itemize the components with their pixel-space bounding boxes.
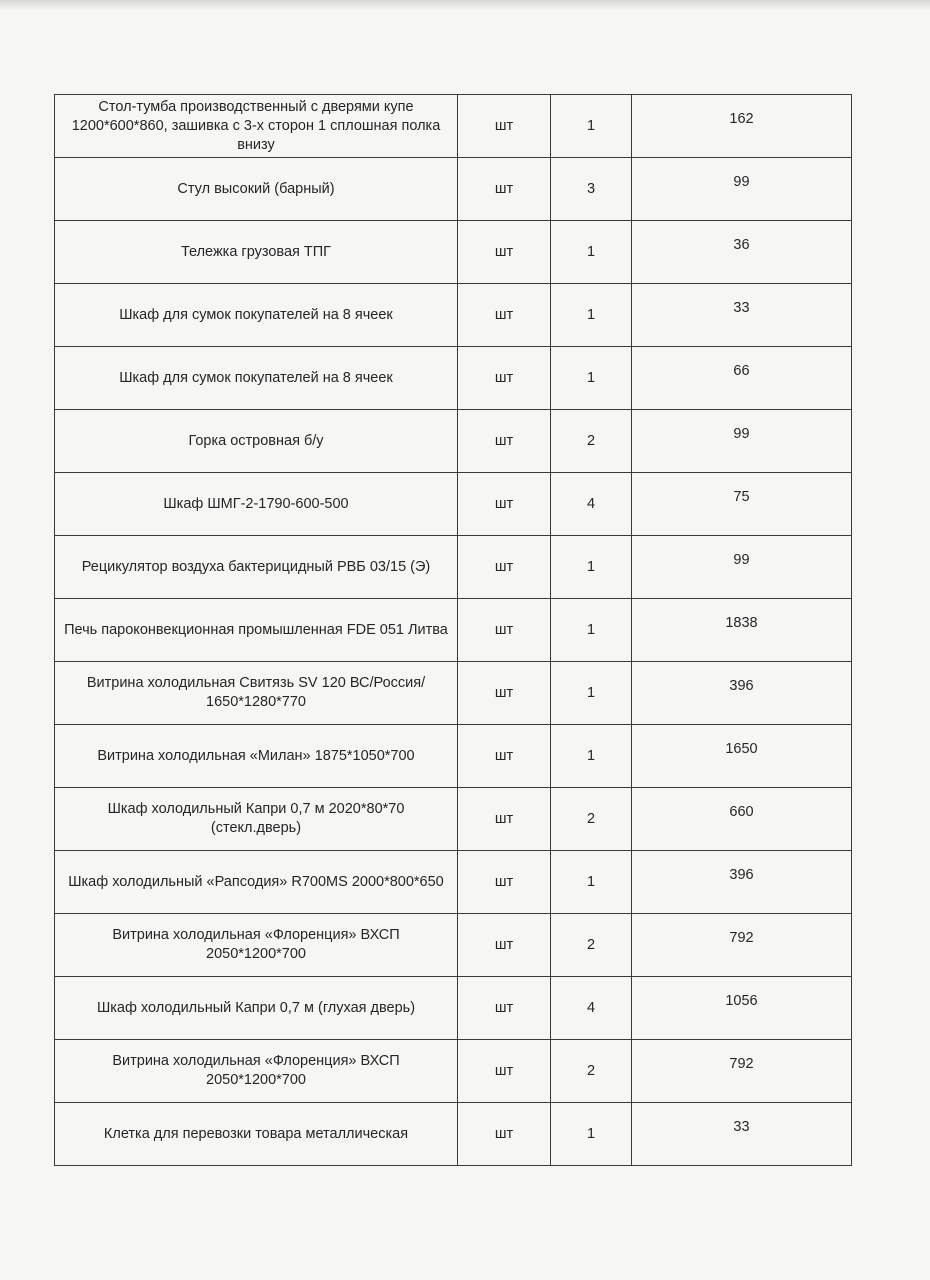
unit-cell: шт <box>458 914 551 977</box>
quantity-cell: 1 <box>551 536 632 599</box>
inventory-table <box>54 94 852 1166</box>
sum-cell <box>632 662 852 725</box>
sum-value: 792 <box>729 1056 754 1072</box>
sum-cell <box>632 158 852 221</box>
sum-value: 99 <box>733 426 750 442</box>
sum-cell <box>632 851 852 914</box>
quantity-cell: 2 <box>551 1040 632 1103</box>
table-row <box>55 725 852 788</box>
unit-cell: шт <box>458 1103 551 1166</box>
sum-cell <box>632 221 852 284</box>
unit-cell: шт <box>458 788 551 851</box>
table-row <box>55 95 852 158</box>
table-row <box>55 662 852 725</box>
sum-value: 36 <box>733 237 750 253</box>
item-name-cell: Стол-тумба производственный с дверями купе 1200*600*860, зашивка с 3-х сторон 1 сплошная полка внизу <box>55 95 458 158</box>
unit-cell: шт <box>458 95 551 158</box>
sum-cell <box>632 284 852 347</box>
item-name-cell: Витрина холодильная Свитязь SV 120 ВС/Россия/ 1650*1280*770 <box>55 662 458 725</box>
table-row <box>55 221 852 284</box>
sum-cell <box>632 977 852 1040</box>
sum-cell <box>632 788 852 851</box>
table-row <box>55 788 852 851</box>
item-name-cell: Шкаф холодильный Капри 0,7 м 2020*80*70 (стекл.дверь) <box>55 788 458 851</box>
table-row <box>55 158 852 221</box>
sum-value: 792 <box>729 930 754 946</box>
quantity-cell: 1 <box>551 662 632 725</box>
sum-cell <box>632 914 852 977</box>
unit-cell: шт <box>458 1040 551 1103</box>
item-name-cell: Рецикулятор воздуха бактерицидный РВБ 03/15 (Э) <box>55 536 458 599</box>
table-body <box>55 95 852 1166</box>
unit-cell: шт <box>458 536 551 599</box>
quantity-cell: 2 <box>551 788 632 851</box>
unit-cell: шт <box>458 851 551 914</box>
unit-cell: шт <box>458 662 551 725</box>
quantity-cell: 1 <box>551 95 632 158</box>
sum-value: 66 <box>733 363 750 379</box>
sum-cell <box>632 410 852 473</box>
sum-value: 162 <box>729 111 754 127</box>
sum-cell <box>632 1103 852 1166</box>
table-row <box>55 1103 852 1166</box>
table-row <box>55 347 852 410</box>
table-row <box>55 914 852 977</box>
quantity-cell: 4 <box>551 977 632 1040</box>
sum-value: 99 <box>733 552 750 568</box>
sum-cell <box>632 347 852 410</box>
item-name-cell: Шкаф холодильный Капри 0,7 м (глухая дверь) <box>55 977 458 1040</box>
table-row <box>55 410 852 473</box>
quantity-cell: 1 <box>551 851 632 914</box>
item-name-cell: Витрина холодильная «Флоренция» ВХСП 2050*1200*700 <box>55 914 458 977</box>
quantity-cell: 2 <box>551 410 632 473</box>
quantity-cell: 1 <box>551 221 632 284</box>
unit-cell: шт <box>458 473 551 536</box>
item-name-cell: Горка островная б/у <box>55 410 458 473</box>
sum-value: 1056 <box>725 993 758 1009</box>
quantity-cell: 2 <box>551 914 632 977</box>
table-row <box>55 977 852 1040</box>
sum-cell <box>632 725 852 788</box>
unit-cell: шт <box>458 410 551 473</box>
table-row <box>55 1040 852 1103</box>
sum-cell <box>632 1040 852 1103</box>
item-name-cell: Шкаф для сумок покупателей на 8 ячеек <box>55 347 458 410</box>
item-name-cell: Шкаф ШМГ-2-1790-600-500 <box>55 473 458 536</box>
unit-cell: шт <box>458 599 551 662</box>
quantity-cell: 1 <box>551 599 632 662</box>
sum-value: 396 <box>729 867 754 883</box>
unit-cell: шт <box>458 284 551 347</box>
quantity-cell: 1 <box>551 347 632 410</box>
unit-cell: шт <box>458 977 551 1040</box>
sum-value: 33 <box>733 300 750 316</box>
quantity-cell: 1 <box>551 284 632 347</box>
sum-value: 660 <box>729 804 754 820</box>
table-row <box>55 599 852 662</box>
item-name-cell: Клетка для перевозки товара металлическая <box>55 1103 458 1166</box>
scan-edge <box>0 0 930 10</box>
quantity-cell: 1 <box>551 725 632 788</box>
item-name-cell: Витрина холодильная «Милан» 1875*1050*700 <box>55 725 458 788</box>
item-name-cell: Шкаф для сумок покупателей на 8 ячеек <box>55 284 458 347</box>
unit-cell: шт <box>458 725 551 788</box>
unit-cell: шт <box>458 158 551 221</box>
sum-value: 75 <box>733 489 750 505</box>
table-row <box>55 284 852 347</box>
sum-cell <box>632 95 852 158</box>
item-name-cell: Витрина холодильная «Флоренция» ВХСП 2050*1200*700 <box>55 1040 458 1103</box>
quantity-cell: 1 <box>551 1103 632 1166</box>
sum-value: 99 <box>733 174 750 190</box>
sum-cell <box>632 536 852 599</box>
quantity-cell: 4 <box>551 473 632 536</box>
unit-cell: шт <box>458 221 551 284</box>
sum-value: 33 <box>733 1119 750 1135</box>
sum-value: 396 <box>729 678 754 694</box>
sum-cell <box>632 599 852 662</box>
sum-value: 1838 <box>725 615 758 631</box>
item-name-cell: Тележка грузовая ТПГ <box>55 221 458 284</box>
item-name-cell: Стул высокий (барный) <box>55 158 458 221</box>
quantity-cell: 3 <box>551 158 632 221</box>
table-row <box>55 473 852 536</box>
item-name-cell: Шкаф холодильный «Рапсодия» R700MS 2000*800*650 <box>55 851 458 914</box>
item-name-cell: Печь пароконвекционная промышленная FDE 051 Литва <box>55 599 458 662</box>
sum-value: 1650 <box>725 741 758 757</box>
unit-cell: шт <box>458 347 551 410</box>
table-row <box>55 536 852 599</box>
sum-cell <box>632 473 852 536</box>
table-row <box>55 851 852 914</box>
